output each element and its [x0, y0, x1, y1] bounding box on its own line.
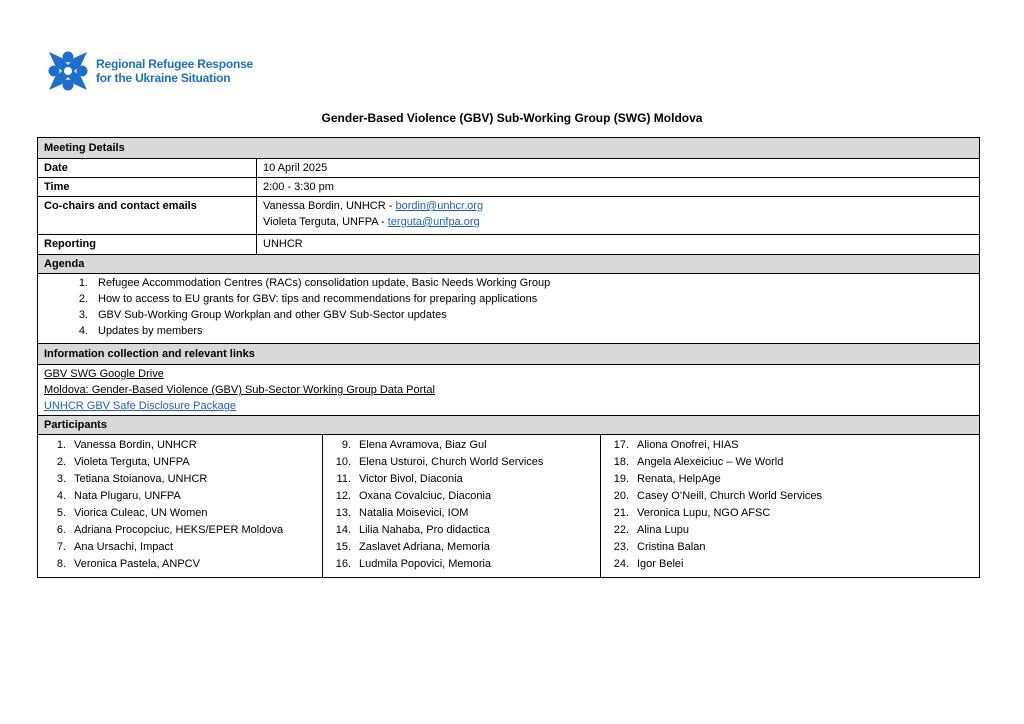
agenda-item: [38, 323, 979, 339]
agenda-list: [38, 274, 979, 344]
cochairs-value: [257, 197, 979, 234]
star-of-people-icon: [45, 48, 91, 94]
participant-item: [323, 505, 600, 522]
participant-number: 11.: [336, 473, 351, 485]
agenda-item: [38, 307, 979, 323]
participant-item: [323, 471, 600, 488]
agenda-item-text: GBV Sub-Working Group Workplan and other GBV Sub-Sector updates: [98, 309, 447, 321]
participant-name: Veronica Pastela, ANPCV: [74, 558, 200, 570]
date-value: 10 April 2025: [263, 162, 328, 174]
participant-item: [38, 505, 322, 522]
participant-number: 7.: [56, 541, 66, 553]
participants-column-3: [600, 435, 979, 577]
participant-name: Alina Lupu: [637, 524, 689, 536]
cochair-2-email-link[interactable]: terguta@unfpa.org: [387, 216, 480, 228]
participant-name: Elena Usturoi, Church World Services: [359, 456, 544, 468]
participant-item: [601, 454, 979, 471]
participant-name: Cristina Balan: [637, 541, 706, 553]
participant-item: [601, 471, 979, 488]
participants-list: [38, 435, 979, 577]
agenda-item-number: 1.: [78, 277, 88, 289]
participant-name: Ludmila Popovici, Memoria: [359, 558, 492, 570]
agenda-item-number: 4.: [78, 325, 88, 337]
participant-name: Aliona Onofrei, HIAS: [637, 439, 739, 451]
logo-line-1: Regional Refugee Response: [96, 57, 254, 71]
agenda-item-text: Refugee Accommodation Centres (RACs) consolidation update, Basic Needs Working Group: [98, 277, 551, 289]
participant-number: 16.: [335, 558, 351, 570]
participant-item: [38, 488, 322, 505]
logo-text: [96, 57, 253, 85]
participant-name: Tetiana Stoianova, UNHCR: [74, 473, 208, 485]
agenda-item-text: How to access to EU grants for GBV: tips and recommendations for preparing applications: [98, 293, 538, 305]
logo: [45, 48, 253, 94]
participant-number: 2.: [56, 456, 66, 468]
reporting-label: Reporting: [38, 235, 257, 254]
participant-item: [38, 437, 322, 454]
safe-disclosure-link[interactable]: UNHCR GBV Safe Disclosure Package: [44, 400, 236, 412]
participant-number: 21.: [613, 507, 629, 519]
participants-column-1: [38, 435, 322, 577]
participants-heading: Participants: [38, 416, 979, 435]
agenda-heading: Agenda: [38, 255, 979, 274]
participant-name: Igor Belei: [637, 558, 684, 570]
participant-item: [601, 437, 979, 454]
participant-item: [38, 556, 322, 573]
participant-number: 23.: [613, 541, 629, 553]
participants-column-2: [322, 435, 600, 577]
participant-item: [38, 454, 322, 471]
participant-name: Ana Ursachi, Impact: [74, 541, 174, 553]
cochairs-label: Co-chairs and contact emails: [38, 197, 257, 234]
participant-name: Lilia Nahaba, Pro didactica: [359, 524, 490, 536]
participant-name: Angela Alexeiciuc – We World: [637, 456, 784, 468]
links-heading: Information collection and relevant links: [38, 344, 979, 365]
participant-number: 9.: [341, 439, 351, 451]
participant-item: [601, 556, 979, 573]
cochair-1: [263, 198, 973, 214]
meeting-details-heading: Meeting Details: [38, 138, 979, 159]
participant-name: Veronica Lupu, NGO AFSC: [637, 507, 771, 519]
participant-item: [323, 556, 600, 573]
page-title: Gender-Based Violence (GBV) Sub-Working Group (SWG) Moldova: [321, 111, 703, 125]
logo-line-2: for the Ukraine Situation: [96, 71, 231, 85]
participant-item: [323, 454, 600, 471]
google-drive-link[interactable]: GBV SWG Google Drive: [44, 368, 164, 380]
participant-item: [323, 539, 600, 556]
cochair-1-text: Vanessa Bordin, UNHCR -: [263, 200, 396, 212]
cochairs-row: [38, 197, 979, 235]
participant-number: 20.: [613, 490, 629, 502]
participant-item: [601, 505, 979, 522]
participant-name: Victor Bivol, Diaconia: [359, 473, 463, 485]
participant-number: 8.: [56, 558, 66, 570]
cochair-1-email-link[interactable]: bordin@unhcr.org: [395, 200, 484, 212]
participant-item: [601, 539, 979, 556]
agenda-item-number: 2.: [78, 293, 88, 305]
participant-name: Violeta Terguta, UNFPA: [74, 456, 190, 468]
date-row: [38, 159, 979, 178]
participant-item: [601, 488, 979, 505]
participant-number: 18.: [613, 456, 629, 468]
participant-name: Oxana Covalciuc, Diaconia: [359, 490, 492, 502]
participant-number: 10.: [335, 456, 351, 468]
participant-item: [38, 539, 322, 556]
participant-number: 5.: [56, 507, 66, 519]
participant-number: 24.: [613, 558, 629, 570]
participant-name: Nata Plugaru, UNFPA: [74, 490, 181, 502]
participant-number: 6.: [56, 524, 66, 536]
links-list: [38, 365, 979, 416]
agenda-item: [38, 275, 979, 291]
agenda-item-text: Updates by members: [98, 325, 203, 337]
participant-number: 17.: [613, 439, 629, 451]
participant-name: Natalia Moisevici, IOM: [359, 507, 469, 519]
participant-item: [323, 522, 600, 539]
cochair-2: [263, 214, 973, 230]
time-label: Time: [38, 178, 257, 196]
data-portal-link[interactable]: Moldova: Gender-Based Violence (GBV) Sub-Sector Working Group Data Portal: [44, 384, 435, 396]
cochair-2-text: Violeta Terguta, UNFPA -: [263, 216, 388, 228]
participant-number: 22.: [613, 524, 629, 536]
agenda-item: [38, 291, 979, 307]
participant-number: 13.: [335, 507, 351, 519]
reporting-value: UNHCR: [263, 238, 303, 250]
date-label: Date: [38, 159, 257, 177]
participant-name: Casey O’Neill, Church World Services: [637, 490, 823, 502]
participant-number: 12.: [335, 490, 351, 502]
participant-item: [38, 471, 322, 488]
reporting-row: [38, 235, 979, 255]
time-row: [38, 178, 979, 197]
participant-name: Vanessa Bordin, UNHCR: [74, 439, 197, 451]
participant-number: 3.: [56, 473, 66, 485]
participant-number: 14.: [335, 524, 351, 536]
participant-name: Viorica Culeac, UN Women: [74, 507, 208, 519]
agenda-item-number: 3.: [78, 309, 88, 321]
participant-number: 19.: [613, 473, 629, 485]
participant-name: Adriana Procopciuc, HEKS/EPER Moldova: [74, 524, 284, 536]
time-value: 2:00 - 3:30 pm: [263, 181, 334, 193]
participant-name: Zaslavet Adriana, Memoria: [359, 541, 490, 553]
participant-item: [323, 437, 600, 454]
participant-number: 4.: [56, 490, 66, 502]
participant-item: [601, 522, 979, 539]
participant-number: 15.: [335, 541, 351, 553]
participant-number: 1.: [56, 439, 66, 451]
participant-name: Renata, HelpAge: [637, 473, 721, 485]
participant-item: [323, 488, 600, 505]
meeting-table: [37, 137, 980, 578]
participant-item: [38, 522, 322, 539]
participant-name: Elena Avramova, Biaz Gul: [359, 439, 487, 451]
